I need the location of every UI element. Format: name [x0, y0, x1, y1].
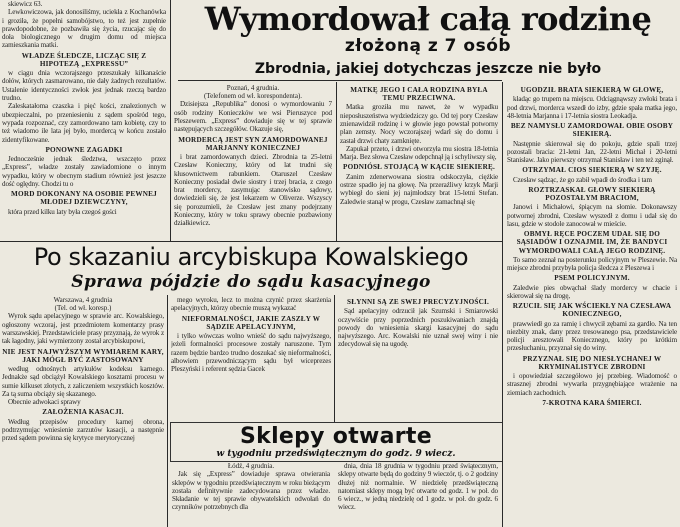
paragraph: która przed kilku laty była czegoś gości — [8, 207, 117, 216]
subheading: MORDERCĄ JEST SYN ZAMORDOWANEJ MARJANNY KONIECZNEJ — [178, 135, 328, 152]
paragraph: Wyrok sądu apelacyjnego w sprawie arc. Kowalskiego, ogłoszony wczoraj, jest przedmiotem komentarzy prasy warszawskiej. Przedstawiciele prasy przyznają, że wyrok z tak łagodny, jaki wymierzony został arcybiskupowi, — [2, 312, 164, 346]
subheading: RZUCIŁ SIĘ JAK WŚCIEKŁY NA CZESŁAWA KONIECZNEGO, — [512, 302, 672, 319]
subheading: ZAŁOŻENIA KASACJI. — [42, 408, 124, 417]
main-subheadline: złożoną z 7 osób — [344, 36, 512, 56]
third-subheadline: w tygodniu przedświątecznym do godz. 9 wiecz. — [216, 449, 456, 459]
second-subheadline: Sprawa pójdzie do sądu kasacyjnego — [71, 272, 431, 292]
headline-underline — [178, 80, 502, 81]
column-divider — [336, 82, 337, 242]
dateline: Łódź, 4 grudnia. — [227, 462, 275, 470]
paragraph: kładąc go trupem na miejscu. Odciągnąwszy zwłoki brata i pod drzwi, morderca wszedł do izby, gdzie spała matka jego, 48-letnia Marjanna i 17-letnia siostra Leokadja. — [507, 95, 677, 120]
kowalski-column-3 — [338, 296, 498, 420]
dateline: Poznań, 4 grudnia. — [226, 84, 280, 92]
article-column-2 — [174, 84, 332, 240]
paragraph: Dzisiejsza „Republika” donosi o wymordowaniu 7 osób rodziny Konieczków we wsi Pieruszyce pod Pleszewem. „Express” dowiaduje się w tej sprawie następujących szczegółów. Okazuje się, — [174, 100, 332, 134]
paragraph: Zanim zdenerwowana siostra odskoczyła, ciężkie ostrze spadło jej na głowę. Na przeraźliwy krzyk Marji wybiegł do sieni jej najmłodszy brat 15-letni Stefan. Zaledwie stanął w progu, Czesław zamachnął się — [340, 172, 498, 206]
shops-article-column-2 — [338, 462, 498, 527]
subheading: BEZ NAMYSŁU ZAMORDOWAŁ OBIE OSOBY SIEKIERĄ. — [510, 122, 674, 139]
subheading: PONOWNE ZAGADKI — [45, 145, 123, 154]
paragraph: Matka groziła mu nawet, że w wypadku nieposłuszeństwa wydziedziczy go. Od tej pory Czesław znienawidził rodzinę i w głowie jego powstał potworny plan zemsty. Nocy wczorajszej wdarł się do domu i zastał drzwi chaty zamknięte. — [340, 103, 498, 145]
paragraph: Jednocześnie jednak śledztwa, wszczęto przez „Express”, władze zostały zawiadomione o innym wypadku, który w obecnym stadium również jest jeszcze dość oględny. Chodzi tu o — [2, 155, 166, 188]
subheading: NIEFORMALNOŚCI, JAKIE ZASZŁY W SĄDZIE APELACYJNYM, — [181, 314, 321, 331]
article-column-right — [507, 84, 677, 527]
article-column-left — [2, 0, 166, 240]
subheading: PODNIÓSŁ STOJĄCĄ W KĄCIE SIEKIERĘ. — [343, 163, 495, 172]
subheading: 7-KROTNA KARA ŚMIERCI. — [542, 399, 642, 408]
column-divider — [167, 295, 168, 527]
paragraph: Zapukał przeto, i drzwi otworzyła mu siostra 18-letnia Marja. Bez słowa Czesław odepchnął ją i schyliwszy się, — [340, 144, 498, 162]
subheading: PRZYZNAŁ SIĘ DO NIESŁYCHANEJ W KRYMINALISTYCE ZBRODNI — [522, 354, 662, 371]
paragraph: skiewicz 63. — [8, 0, 43, 8]
paragraph: Jak się „Express” dowiaduje sprawa otwierania sklepów w tygodniu przedświątecznym w roku bieżącym została definitywnie zadecydowana przez władze. Składanie w tej sprawie obywatelskich odwołań do czynników potrzebnych dla — [172, 470, 330, 512]
paragraph: Następnie skierował się do pokoju, gdzie spali trzej pozostali bracia: 21-letni Jan, 22-letni Michał i 20-letni Stanisław. Jako pierwszy otrzymał Stanisław i ten też zginął. — [507, 139, 677, 165]
paragraph: i opowiedział szczegółowo jej przebieg. Wiadomość o strasznej zbrodni wywarła przygnębiające wrażenie na ziemiach zachodnich. — [507, 372, 677, 397]
dateline: (Tel. od wł. koresp.) — [54, 304, 112, 313]
main-headline: Wymordował całą rodzinę — [204, 0, 652, 38]
subheading: UGODZIŁ BRATA SIEKIERĄ W GŁOWĘ, — [520, 86, 664, 94]
subheading: ROZTRZASKAŁ GŁOWY SIEKIERĄ POZOSTAŁYM BRACIOM, — [528, 185, 656, 203]
column-divider — [502, 82, 503, 527]
dateline: Warszawa, 4 grudnia — [53, 296, 113, 304]
subheading: OTRZYMAŁ CIOS SIEKIERĄ W SZYJĘ. — [522, 166, 662, 175]
subheading: MATKĘ JEGO I CAŁA RODZINA BYŁA TEMU PRZECIWNA. — [350, 86, 488, 103]
paragraph: i tylko wówczas wolno wnieść do sądu najwyższego, jeżeli formalności procesowe zostały naruszone. Tym razem będzie bardzo trudno doszukać się nieformalności, albowiem przewodniczącym sądu był wiceprezes Pleszyński i referent sędzia Gacek — [171, 332, 331, 374]
paragraph: Czesław sądząc, że go zabił wpadł do środka i tam — [513, 175, 652, 184]
second-headline: Po skazaniu arcybiskupa Kowalskiego — [33, 243, 469, 271]
paragraph: dnia, dnia 18 grudnia w tygodniu przed świątecznym, sklepy otwarte będą do godziny 9 wieczór, tj. o 2 godziny dłużej niż normalnie. W niedzielę przedświąteczną natomiast sklepy mogą być otwarte od godz. 1 w poł. do 6 wiecz., w jedną niedzielę od 1 godz. w poł. do godz. 6 wiecz. — [338, 462, 498, 512]
kowalski-column-1 — [2, 296, 164, 527]
third-headline: Sklepy otwarte — [240, 424, 432, 449]
paragraph: mego wyroku, lecz to można czynić przez skarżenia apelacyjnych, którzy obecnie muszą wykazać — [171, 296, 331, 313]
column-divider — [170, 0, 171, 242]
paragraph: Zaleskatałoma czaszka i pięć kości, znalezionych w ubezpieczalni, po przeniesieniu z sądem spośród tego, wypada rozpoznać, czy zamordowano tam kobietę, czy to też wiadomo ile lata jej było, mordercą w końcu zostało zidentyfikowane. — [2, 102, 166, 144]
paragraph: i brat zamordowanych dzieci. Zbrodnia ta 25-letni Czesław Konieczny, który od lat trudni się kłusownictwem rabunkiem. Otaruszel Czesław Konieczny posiadał dwie siostry i trzej bracia, z czego brat mordercy, zasymując stanowisko sądowy, dowiedzieli się, że jest lekarzem w Oliverze. Wszyscy się porozumieli, że Czesław jest znany podejrzany Konieczny, który w toku sprawy obecnie pozbawiony działkiewicz. — [174, 153, 332, 228]
paragraph: Sąd apelacyjny odrzucił jak Szumski i Smiarowski oczywiście przy poprzednich poszukiwaniach znajdą powody do wniesienia skargi kasacyjnej do sądu najwyższego. Arc. Kowalski nie uznał swej winy i nie zdecydował się na ugodę. — [338, 307, 498, 349]
paragraph: Obecnie adwokaci sprawy — [8, 398, 81, 407]
paragraph: prawwiedł go za ramię i chwycił zębami za gardło. Na ten niezbity znak, dany przez tresowanego psa, przedstawiciele policji aresztowali Koniecznego, który po krótkim przesłuchaniu, przyznał się do winy. — [507, 319, 677, 353]
dateline: (Telefonem od wł. korespondenta). — [203, 92, 303, 101]
subheading: NIE JEST NAJWYŻSZYM WYMIAREM KARY, JAKI MÓGŁ BYĆ ZASTOSOWANY — [2, 347, 164, 364]
main-deck: Zbrodnia, jakiej dotychczas jeszcze nie było — [254, 61, 602, 77]
article-column-3 — [340, 84, 498, 240]
paragraph: Janowi i Michałowi, śpiącym na słomie. Dokonawszy potwornej zbrodni, Czesław wyszedł z domu i udał się do lasu, gdzie w stodole zanocował w mieście. — [507, 203, 677, 228]
subheading: SŁYNNI SĄ ZE SWEJ PRECYZYJNOŚCI. — [347, 298, 489, 306]
paragraph: według odnośnych artykułów kodeksu karnego. Jednakże sąd obciążył Kowalskiego kosztami procesu w sumie kilkuset złotych, z zaliczeniem wszystkich kosztów. Za tą suma obciąży się skazanego. — [2, 365, 164, 398]
paragraph: w ciągu dnia wczorajszego przeszukały kilkanaście dołów, których zasmarowano, nie dały żadnych rezultatów. Ustalenie identyczności zwłok jest jednak rzeczą bardzo trudno. — [2, 69, 166, 103]
column-divider — [334, 295, 335, 422]
subheading: WŁADZE ŚLEDCZE, LICZĄC SIĘ Z HIPOTEZĄ „EXPRESSU” — [21, 51, 147, 68]
section-divider — [0, 241, 503, 242]
paragraph: Według przepisów procedury karnej obrona, podtrzymując wniesienie zarzutów kasacji, a następnie przed sądem powinna się krytyce merytorycznej — [2, 417, 164, 443]
subheading: PSEM POLICYJNYM. — [554, 274, 630, 283]
paragraph: To samo zeznał na posterunku policyjnym w Pleszewie. Na miejsce zbrodni przybyła policja śledcza z Pleszewa i — [507, 255, 677, 273]
subheading: OBMYŁ RĘCE POCZEM UDAŁ SIĘ DO SĄSIADÓW I OZNAJMIŁ IM, ŻE BANDYCI WYMORDOWALI CAŁĄ JEGO RODZINĘ. — [516, 230, 668, 255]
subheading: MORD DOKONANY NA OSOBIE PEWNEJ MŁODEJ DZIEWCZYNY, — [11, 190, 157, 207]
shops-article-column-1 — [172, 462, 330, 527]
kowalski-column-2 — [171, 296, 331, 420]
paragraph: Zaledwie pies obwąchał ślady mordercy w chacie i skierował się na drogę, — [507, 283, 677, 300]
paragraph: Lewkowiczowa, jak donosiliśmy, uciekła z Kochanówka i groziła, że popełni samobójstwo, to też jest zupełnie prawdopodobne, że pozbawiła się życia, rzucając się do doła biologicznego w drugim domu od miejsca zamieszkania matki. — [2, 8, 166, 50]
